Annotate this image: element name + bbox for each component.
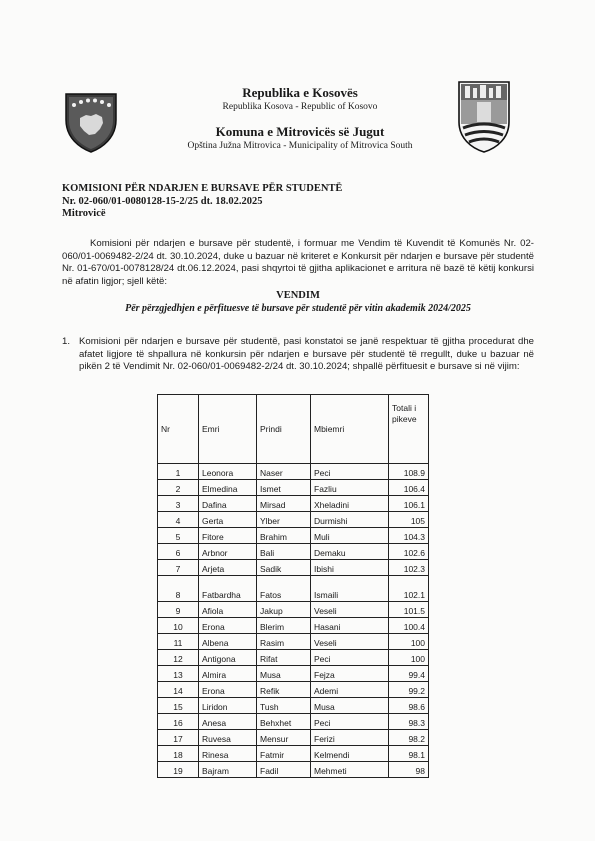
cell-emri: Leonora [199,464,257,480]
kosovo-coat-of-arms-icon [58,88,124,154]
cell-nr: 11 [158,634,199,650]
table-row [158,544,429,560]
cell-prindi: Jakup [257,602,311,618]
reference-block [62,183,542,221]
cell-nr: 9 [158,602,199,618]
cell-emri: Almira [199,666,257,682]
cell-emri: Albena [199,634,257,650]
cell-nr: 17 [158,730,199,746]
cell-prindi: Behxhet [257,714,311,730]
column-header-nr: Nr [158,395,199,464]
cell-pikeve: 99.4 [389,666,429,682]
cell-mbiemri: Mehmeti [311,762,389,778]
cell-mbiemri: Peci [311,650,389,666]
cell-nr: 5 [158,528,199,544]
cell-prindi: Fadil [257,762,311,778]
table-row [158,666,429,682]
cell-mbiemri: Kelmendi [311,746,389,762]
municipality-name: Komuna e Mitrovicës së Jugut [215,124,385,139]
cell-mbiemri: Veseli [311,602,389,618]
cell-emri: Afiola [199,602,257,618]
cell-pikeve: 98.2 [389,730,429,746]
cell-prindi: Brahim [257,528,311,544]
cell-prindi: Blerim [257,618,311,634]
table-row [158,746,429,762]
cell-pikeve: 104.3 [389,528,429,544]
cell-pikeve: 100.4 [389,618,429,634]
cell-prindi: Mirsad [257,496,311,512]
cell-pikeve: 98.1 [389,746,429,762]
cell-mbiemri: Veseli [311,634,389,650]
column-header-mbiemri: Mbiemri [311,395,389,464]
cell-prindi: Naser [257,464,311,480]
cell-pikeve: 98.3 [389,714,429,730]
table-row [158,576,429,602]
cell-nr: 16 [158,714,199,730]
cell-emri: Erona [199,682,257,698]
cell-prindi: Fatmir [257,746,311,762]
table-header-row [158,395,429,464]
table-row [158,560,429,576]
cell-emri: Arbnor [199,544,257,560]
cell-mbiemri: Ismaili [311,576,389,602]
cell-nr: 13 [158,666,199,682]
table-row [158,698,429,714]
cell-prindi: Fatos [257,576,311,602]
cell-nr: 2 [158,480,199,496]
table-row [158,730,429,746]
table-row [158,602,429,618]
cell-emri: Fitore [199,528,257,544]
table-row [158,682,429,698]
cell-mbiemri: Demaku [311,544,389,560]
cell-mbiemri: Fazliu [311,480,389,496]
cell-nr: 14 [158,682,199,698]
cell-nr: 6 [158,544,199,560]
column-header-prindi: Prindi [257,395,311,464]
item-text: Komisioni për ndarjen e bursave për studentë, pasi konstatoi se janë respektuar të gjitha procedurat dhe afatet ligjore të shpallura në konkursin për ndarjen e bursave për studentë të rregullt, duke u bazuar në pikën 2 të Vendimit Nr. 02-060/01-0069482-2/24 dt. 30.10.2024; shpallë përfituesit e bursave si në vijim: [79,336,534,373]
cell-pikeve: 99.2 [389,682,429,698]
cell-emri: Fatbardha [199,576,257,602]
column-header-emri: Emri [199,395,257,464]
table-row [158,528,429,544]
cell-mbiemri: Musa [311,698,389,714]
cell-prindi: Refik [257,682,311,698]
cell-prindi: Bali [257,544,311,560]
table-body [158,464,429,778]
cell-emri: Antigona [199,650,257,666]
cell-mbiemri: Ademi [311,682,389,698]
cell-nr: 7 [158,560,199,576]
cell-pikeve: 106.1 [389,496,429,512]
item-number: 1. [62,336,71,347]
table-row [158,714,429,730]
table-row [158,634,429,650]
cell-emri: Rinesa [199,746,257,762]
table-row [158,650,429,666]
table-row [158,480,429,496]
cell-pikeve: 100 [389,650,429,666]
cell-pikeve: 100 [389,634,429,650]
cell-pikeve: 108.9 [389,464,429,480]
cell-nr: 8 [158,576,199,602]
table-row [158,618,429,634]
cell-emri: Erona [199,618,257,634]
cell-mbiemri: Fejza [311,666,389,682]
cell-mbiemri: Hasani [311,618,389,634]
cell-mbiemri: Muli [311,528,389,544]
committee-name: KOMISIONI PËR NDARJEN E BURSAVE PËR STUDENTË [62,183,343,194]
cell-pikeve: 102.1 [389,576,429,602]
column-header-totali: Totali i pikeve [389,395,429,464]
cell-emri: Arjeta [199,560,257,576]
cell-pikeve: 102.6 [389,544,429,560]
cell-nr: 1 [158,464,199,480]
table-row [158,762,429,778]
table-row [158,512,429,528]
cell-emri: Elmedina [199,480,257,496]
table-row [158,496,429,512]
cell-emri: Ruvesa [199,730,257,746]
cell-mbiemri: Durmishi [311,512,389,528]
decision-title: VENDIM [276,290,320,301]
cell-mbiemri: Xheladini [311,496,389,512]
table-row [158,464,429,480]
place-name: Mitrovicë [62,208,106,219]
cell-pikeve: 102.3 [389,560,429,576]
beneficiaries-table [157,394,429,778]
cell-prindi: Rasim [257,634,311,650]
cell-mbiemri: Ibishi [311,560,389,576]
intro-paragraph: Komisioni për ndarjen e bursave për studentë, i formuar me Vendim të Kuvendit të Komunës Nr. 02-060/01-0069482-2/24 dt. 30.10.2024, duke u bazuar në kriteret e Konkursit për ndarjen e bursave për studentë Nr. 01-670/01-0078128/24 dt.06.12.2024, pasi shqyrtoi të gjitha aplikacionet e arritura në bazë të këtij konkursi në afatin ligjor; sjell këtë: [62,238,534,288]
cell-nr: 10 [158,618,199,634]
reference-number: Nr. 02-060/01-0080128-15-2/25 dt. 18.02.2025 [62,195,263,207]
cell-emri: Anesa [199,714,257,730]
cell-pikeve: 101.5 [389,602,429,618]
cell-prindi: Rifat [257,650,311,666]
cell-prindi: Ylber [257,512,311,528]
cell-mbiemri: Ferizi [311,730,389,746]
cell-nr: 12 [158,650,199,666]
cell-mbiemri: Peci [311,714,389,730]
cell-prindi: Ismet [257,480,311,496]
cell-nr: 3 [158,496,199,512]
country-name: Republika e Kosovës [242,85,358,100]
cell-prindi: Mensur [257,730,311,746]
cell-emri: Gerta [199,512,257,528]
cell-prindi: Tush [257,698,311,714]
cell-mbiemri: Peci [311,464,389,480]
document-header [150,84,450,153]
cell-prindi: Sadik [257,560,311,576]
cell-pikeve: 98 [389,762,429,778]
cell-nr: 15 [158,698,199,714]
cell-prindi: Musa [257,666,311,682]
municipality-subtitle: Opština Južna Mitrovica - Municipality of Mitrovica South [187,141,413,151]
cell-emri: Dafina [199,496,257,512]
cell-nr: 18 [158,746,199,762]
cell-pikeve: 106.4 [389,480,429,496]
cell-nr: 4 [158,512,199,528]
decision-heading [62,289,534,315]
cell-nr: 19 [158,762,199,778]
cell-pikeve: 98.6 [389,698,429,714]
country-subtitle: Republika Kosova - Republic of Kosovo [222,102,378,112]
cell-emri: Bajram [199,762,257,778]
cell-emri: Liridon [199,698,257,714]
cell-pikeve: 105 [389,512,429,528]
mitrovica-municipality-emblem-icon [455,78,513,154]
decision-subtitle: Për përzgjedhjen e përfituesve të bursave për studentë për vitin akademik 2024/2025 [125,303,471,314]
